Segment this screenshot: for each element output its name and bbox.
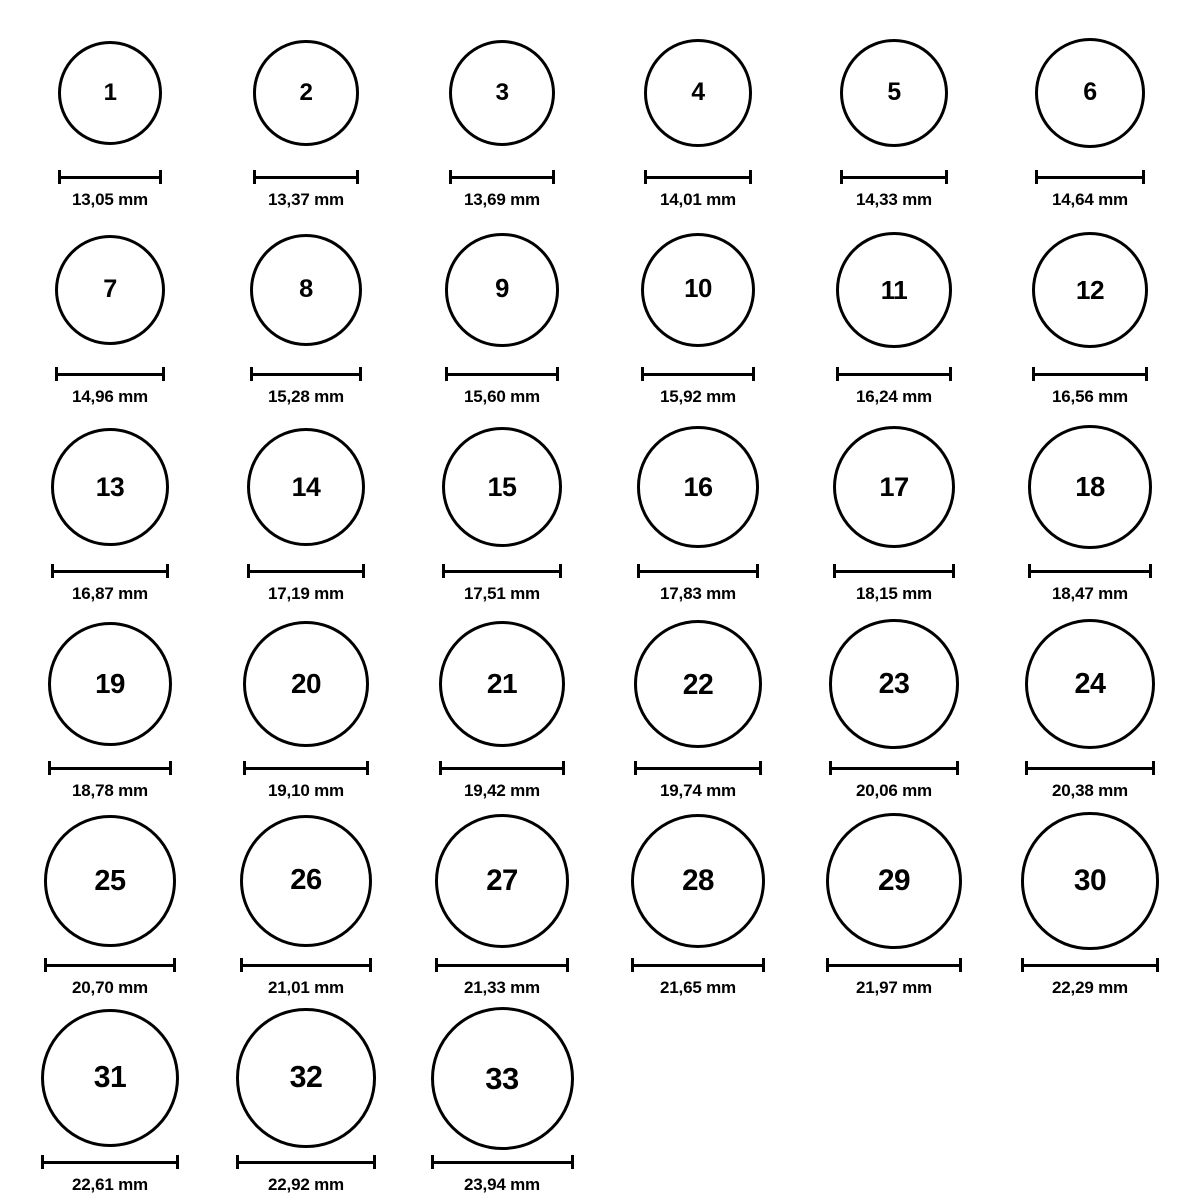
ring-size-cell (12, 806, 208, 1003)
measurement-cap-right (952, 564, 955, 578)
measurement-cap-right (956, 761, 959, 775)
ring-circle-icon (1021, 812, 1158, 949)
measurement-cap-left (1021, 958, 1024, 972)
ring-size-number: 16 (683, 471, 713, 503)
ring-circle-wrap (1021, 806, 1158, 956)
measurement-cap-right (759, 761, 762, 775)
measurement-bar-line (51, 570, 169, 573)
measurement-cap-left (631, 958, 634, 972)
ring-circle-icon (439, 621, 566, 748)
measurement-cap-right (173, 958, 176, 972)
ring-circle-wrap (51, 412, 169, 562)
measurement-cap-left (829, 761, 832, 775)
ring-circle-icon (247, 428, 366, 547)
measurement-cap-right (945, 170, 948, 184)
ring-size-number: 31 (93, 1060, 127, 1094)
measurement-label: 19,10 mm (268, 781, 344, 800)
ring-size-cell (404, 1003, 600, 1200)
ring-circle-icon (631, 814, 766, 949)
measurement-bar-icon (41, 1155, 179, 1168)
ring-circle-wrap (637, 412, 758, 562)
ring-size-number: 7 (103, 275, 117, 304)
measurement-cap-right (159, 170, 162, 184)
measurement-bar-line (41, 1161, 179, 1164)
ring-circle-wrap (829, 609, 958, 759)
measurement-cap-left (1025, 761, 1028, 775)
measurement-bar-icon (48, 761, 173, 774)
ring-size-number: 30 (1073, 864, 1107, 898)
measurement-bar-icon (644, 170, 751, 183)
ring-size-cell (404, 215, 600, 412)
measurement-cap-left (1035, 170, 1038, 184)
ring-size-number: 11 (880, 274, 908, 305)
ring-circle-wrap (826, 806, 962, 956)
ring-circle-icon (431, 1007, 574, 1150)
ring-size-cell (796, 609, 992, 806)
ring-size-number: 13 (95, 471, 125, 502)
measurement-bar-line (833, 570, 955, 573)
ring-circle-wrap (449, 18, 555, 168)
measurement-label: 21,01 mm (268, 978, 344, 997)
ring-size-cell (992, 609, 1188, 806)
measurement-cap-left (449, 170, 452, 184)
ring-size-cell (404, 18, 600, 215)
ring-circle-wrap (634, 609, 762, 759)
measurement-bar-line (439, 767, 566, 770)
ring-size-number: 20 (290, 668, 321, 700)
measurement-label: 17,51 mm (464, 584, 540, 603)
ring-circle-wrap (1025, 609, 1155, 759)
ring-circle-wrap (243, 609, 369, 759)
ring-size-number: 19 (95, 668, 125, 700)
measurement-bar-icon (250, 367, 362, 380)
ring-size-number: 9 (495, 275, 509, 304)
ring-size-number: 32 (289, 1060, 323, 1094)
ring-circle-wrap (44, 806, 175, 956)
ring-circle-wrap (836, 215, 951, 365)
measurement-cap-left (1028, 564, 1031, 578)
ring-size-number: 24 (1074, 667, 1106, 700)
measurement-label: 21,97 mm (856, 978, 932, 997)
ring-size-cell (796, 412, 992, 609)
ring-circle-icon (637, 426, 758, 547)
ring-size-cell (208, 412, 404, 609)
measurement-bar-line (826, 964, 962, 967)
measurement-cap-left (41, 1155, 44, 1169)
ring-circle-icon (644, 39, 751, 146)
measurement-label: 14,96 mm (72, 387, 148, 406)
measurement-cap-right (176, 1155, 179, 1169)
ring-size-cell (600, 215, 796, 412)
measurement-bar-icon (1032, 367, 1149, 380)
measurement-cap-left (55, 367, 58, 381)
measurement-cap-left (51, 564, 54, 578)
measurement-bar-icon (435, 958, 569, 971)
ring-circle-icon (250, 234, 362, 346)
ring-size-cell (12, 1003, 208, 1200)
ring-size-number: 29 (877, 864, 911, 898)
ring-circle-icon (1035, 38, 1145, 148)
measurement-label: 17,83 mm (660, 584, 736, 603)
measurement-label: 20,38 mm (1052, 781, 1128, 800)
ring-size-number: 15 (487, 471, 517, 502)
measurement-bar-line (829, 767, 958, 770)
ring-size-cell (208, 18, 404, 215)
ring-size-number: 23 (878, 667, 910, 700)
measurement-label: 22,29 mm (1052, 978, 1128, 997)
measurement-bar-icon (243, 761, 369, 774)
ring-size-cell (208, 609, 404, 806)
ring-circle-icon (41, 1009, 179, 1147)
measurement-bar-icon (439, 761, 566, 774)
ring-size-cell (992, 806, 1188, 1003)
measurement-label: 14,33 mm (856, 190, 932, 209)
ring-size-cell (12, 609, 208, 806)
ring-circle-wrap (833, 412, 955, 562)
measurement-cap-left (250, 367, 253, 381)
measurement-bar-line (1025, 767, 1155, 770)
measurement-bar-line (1035, 176, 1145, 179)
ring-circle-wrap (840, 18, 949, 168)
measurement-cap-left (247, 564, 250, 578)
ring-circle-wrap (435, 806, 569, 956)
ring-size-cell (208, 806, 404, 1003)
measurement-bar-icon (44, 958, 175, 971)
measurement-bar-line (637, 570, 758, 573)
measurement-cap-left (253, 170, 256, 184)
measurement-bar-line (836, 373, 951, 376)
ring-size-number: 25 (94, 864, 126, 897)
measurement-cap-right (959, 958, 962, 972)
ring-size-number: 1 (103, 79, 117, 106)
ring-size-cell (600, 412, 796, 609)
measurement-cap-right (1145, 367, 1148, 381)
measurement-label: 19,42 mm (464, 781, 540, 800)
measurement-cap-left (439, 761, 442, 775)
measurement-cap-left (826, 958, 829, 972)
measurement-bar-icon (829, 761, 958, 774)
ring-circle-wrap (48, 609, 173, 759)
ring-circle-icon (51, 428, 169, 546)
ring-circle-icon (435, 814, 569, 948)
ring-circle-icon (634, 620, 762, 748)
measurement-cap-right (169, 761, 172, 775)
ring-circle-icon (641, 233, 755, 347)
ring-circle-icon (243, 621, 369, 747)
measurement-cap-right (366, 761, 369, 775)
measurement-cap-right (1142, 170, 1145, 184)
measurement-cap-left (644, 170, 647, 184)
measurement-bar-icon (236, 1155, 375, 1168)
ring-size-cell (404, 609, 600, 806)
measurement-label: 13,69 mm (464, 190, 540, 209)
ring-circle-wrap (1032, 215, 1149, 365)
ring-circle-wrap (58, 18, 162, 168)
measurement-bar-icon (631, 958, 766, 971)
ring-size-cell (796, 215, 992, 412)
ring-size-number: 26 (290, 864, 322, 897)
measurement-label: 21,65 mm (660, 978, 736, 997)
measurement-cap-left (48, 761, 51, 775)
measurement-bar-icon (641, 367, 755, 380)
measurement-bar-line (449, 176, 555, 179)
measurement-bar-line (240, 964, 373, 967)
measurement-bar-icon (1021, 958, 1158, 971)
ring-circle-wrap (55, 215, 166, 365)
measurement-bar-icon (253, 170, 358, 183)
ring-circle-icon (836, 232, 951, 347)
measurement-cap-left (634, 761, 637, 775)
ring-circle-wrap (250, 215, 362, 365)
measurement-bar-line (250, 373, 362, 376)
measurement-label: 13,37 mm (268, 190, 344, 209)
measurement-cap-left (435, 958, 438, 972)
measurement-cap-right (1152, 761, 1155, 775)
ring-size-number: 4 (691, 78, 705, 106)
measurement-label: 15,60 mm (464, 387, 540, 406)
ring-circle-icon (1032, 232, 1149, 349)
ring-size-number: 21 (486, 667, 518, 699)
measurement-bar-icon (58, 170, 162, 183)
ring-size-cell (600, 609, 796, 806)
ring-circle-icon (829, 619, 958, 748)
measurement-bar-icon (1035, 170, 1145, 183)
measurement-label: 16,24 mm (856, 387, 932, 406)
ring-size-number: 10 (684, 275, 712, 304)
measurement-bar-icon (637, 564, 758, 577)
measurement-cap-right (373, 1155, 376, 1169)
ring-circle-wrap (247, 412, 366, 562)
ring-circle-icon (442, 427, 562, 547)
ring-size-number: 8 (299, 275, 313, 304)
measurement-bar-icon (445, 367, 558, 380)
measurement-bar-line (48, 767, 173, 770)
ring-circle-icon (253, 40, 358, 145)
ring-circle-wrap (1028, 412, 1151, 562)
ring-circle-wrap (1035, 18, 1145, 168)
ring-circle-icon (44, 815, 175, 946)
measurement-cap-left (1032, 367, 1035, 381)
ring-size-cell (992, 412, 1188, 609)
measurement-bar-icon (240, 958, 373, 971)
ring-circle-wrap (445, 215, 558, 365)
measurement-bar-line (44, 964, 175, 967)
measurement-bar-icon (1028, 564, 1151, 577)
size-grid (0, 18, 1200, 1200)
ring-size-cell (404, 806, 600, 1003)
ring-size-number: 22 (682, 667, 714, 700)
measurement-bar-line (247, 570, 366, 573)
measurement-cap-left (243, 761, 246, 775)
measurement-cap-left (240, 958, 243, 972)
measurement-label: 14,01 mm (660, 190, 736, 209)
ring-size-cell (796, 806, 992, 1003)
measurement-label: 23,94 mm (464, 1175, 540, 1194)
measurement-bar-line (445, 373, 558, 376)
measurement-cap-right (749, 170, 752, 184)
measurement-bar-line (1021, 964, 1158, 967)
measurement-label: 20,06 mm (856, 781, 932, 800)
measurement-bar-line (58, 176, 162, 179)
measurement-bar-line (253, 176, 358, 179)
measurement-bar-line (236, 1161, 375, 1164)
measurement-cap-left (431, 1155, 434, 1169)
measurement-cap-right (356, 170, 359, 184)
measurement-cap-right (552, 170, 555, 184)
ring-size-cell (12, 412, 208, 609)
ring-circle-wrap (631, 806, 766, 956)
measurement-cap-left (836, 367, 839, 381)
measurement-bar-line (1028, 570, 1151, 573)
measurement-bar-icon (836, 367, 951, 380)
ring-size-cell (208, 1003, 404, 1200)
ring-circle-icon (840, 39, 949, 148)
measurement-label: 22,61 mm (72, 1175, 148, 1194)
measurement-cap-right (162, 367, 165, 381)
ring-size-cell (992, 18, 1188, 215)
measurement-bar-line (442, 570, 562, 573)
ring-circle-wrap (644, 18, 751, 168)
measurement-bar-line (55, 373, 166, 376)
measurement-label: 16,56 mm (1052, 387, 1128, 406)
ring-size-number: 17 (879, 471, 909, 503)
ring-size-number: 12 (1075, 274, 1105, 305)
measurement-cap-right (566, 958, 569, 972)
measurement-cap-right (369, 958, 372, 972)
ring-circle-icon (48, 622, 173, 747)
measurement-label: 17,19 mm (268, 584, 344, 603)
ring-circle-icon (240, 815, 373, 948)
measurement-cap-right (1149, 564, 1152, 578)
measurement-label: 18,15 mm (856, 584, 932, 603)
ring-circle-icon (826, 813, 962, 949)
measurement-cap-left (833, 564, 836, 578)
measurement-bar-icon (1025, 761, 1155, 774)
measurement-cap-right (559, 564, 562, 578)
measurement-bar-icon (833, 564, 955, 577)
measurement-bar-icon (55, 367, 166, 380)
measurement-label: 15,92 mm (660, 387, 736, 406)
measurement-cap-left (641, 367, 644, 381)
ring-circle-icon (833, 426, 955, 548)
measurement-bar-line (840, 176, 949, 179)
ring-size-cell (600, 18, 796, 215)
ring-circle-icon (1028, 425, 1151, 548)
measurement-cap-left (236, 1155, 239, 1169)
ring-size-number: 3 (495, 78, 509, 106)
ring-size-cell (404, 412, 600, 609)
measurement-cap-right (556, 367, 559, 381)
ring-size-cell (992, 215, 1188, 412)
ring-size-cell (600, 806, 796, 1003)
measurement-cap-left (58, 170, 61, 184)
measurement-label: 16,87 mm (72, 584, 148, 603)
ring-circle-icon (58, 41, 162, 145)
measurement-bar-icon (442, 564, 562, 577)
measurement-bar-line (641, 373, 755, 376)
ring-circle-wrap (442, 412, 562, 562)
measurement-cap-left (637, 564, 640, 578)
ring-circle-wrap (240, 806, 373, 956)
measurement-label: 18,78 mm (72, 781, 148, 800)
measurement-cap-right (166, 564, 169, 578)
measurement-cap-right (949, 367, 952, 381)
measurement-cap-left (442, 564, 445, 578)
ring-circle-wrap (236, 1003, 375, 1153)
measurement-cap-right (359, 367, 362, 381)
ring-circle-wrap (641, 215, 755, 365)
measurement-label: 19,74 mm (660, 781, 736, 800)
measurement-label: 13,05 mm (72, 190, 148, 209)
measurement-bar-line (634, 767, 762, 770)
measurement-bar-icon (840, 170, 949, 183)
measurement-cap-right (362, 564, 365, 578)
measurement-cap-right (756, 564, 759, 578)
ring-size-cell (12, 215, 208, 412)
ring-size-number: 33 (485, 1060, 519, 1096)
ring-circle-icon (236, 1008, 375, 1147)
ring-circle-wrap (439, 609, 566, 759)
measurement-label: 20,70 mm (72, 978, 148, 997)
measurement-cap-right (762, 958, 765, 972)
ring-size-number: 18 (1075, 471, 1105, 503)
ring-circle-icon (1025, 619, 1155, 749)
ring-circle-icon (449, 40, 555, 146)
measurement-label: 15,28 mm (268, 387, 344, 406)
measurement-bar-line (631, 964, 766, 967)
measurement-bar-icon (634, 761, 762, 774)
ring-size-number: 2 (299, 78, 313, 106)
ring-size-number: 5 (887, 78, 901, 106)
ring-circle-icon (55, 235, 166, 346)
ring-circle-wrap (41, 1003, 179, 1153)
measurement-cap-left (445, 367, 448, 381)
measurement-bar-line (644, 176, 751, 179)
measurement-bar-line (1032, 373, 1149, 376)
ring-size-number: 6 (1083, 78, 1097, 107)
ring-size-cell (796, 18, 992, 215)
measurement-bar-line (243, 767, 369, 770)
measurement-cap-right (571, 1155, 574, 1169)
ring-size-number: 28 (682, 864, 714, 898)
ring-size-number: 27 (486, 864, 518, 898)
measurement-cap-left (44, 958, 47, 972)
measurement-cap-left (840, 170, 843, 184)
measurement-bar-line (431, 1161, 574, 1164)
measurement-bar-icon (431, 1155, 574, 1168)
measurement-bar-icon (247, 564, 366, 577)
measurement-bar-icon (51, 564, 169, 577)
measurement-cap-right (562, 761, 565, 775)
measurement-label: 18,47 mm (1052, 584, 1128, 603)
measurement-bar-icon (449, 170, 555, 183)
measurement-label: 21,33 mm (464, 978, 540, 997)
measurement-bar-icon (826, 958, 962, 971)
ring-circle-wrap (431, 1003, 574, 1153)
measurement-bar-line (435, 964, 569, 967)
measurement-cap-right (752, 367, 755, 381)
ring-size-cell (12, 18, 208, 215)
ring-size-cell (208, 215, 404, 412)
ring-circle-icon (445, 233, 558, 346)
ring-circle-wrap (253, 18, 358, 168)
measurement-label: 22,92 mm (268, 1175, 344, 1194)
ring-size-number: 14 (291, 471, 321, 502)
measurement-label: 14,64 mm (1052, 190, 1128, 209)
measurement-cap-right (1156, 958, 1159, 972)
